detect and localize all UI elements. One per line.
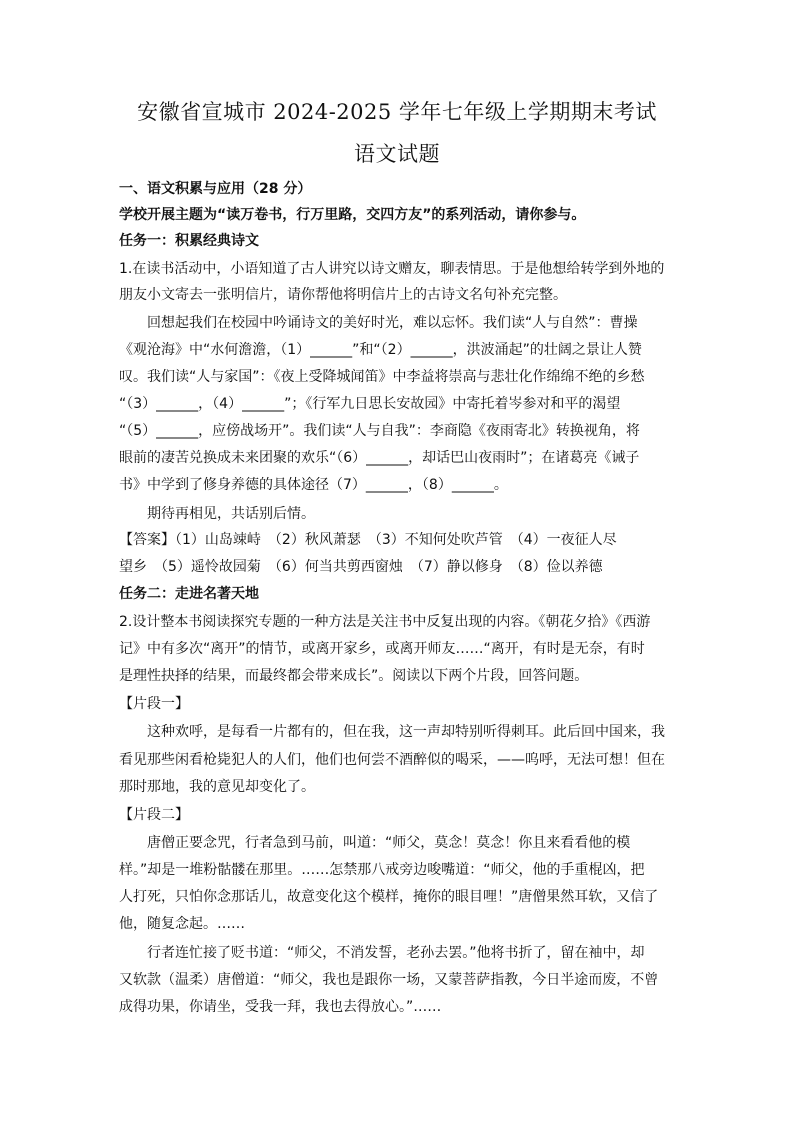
excerpt-one-label: 【片段一】 (119, 696, 189, 712)
page-subtitle: 语文试题 (354, 142, 440, 166)
question-1-line: 1.在读书活动中，小语知道了古人讲究以诗文赠友，聊表情思。于是他想给转学到外地的 (119, 261, 665, 277)
section-heading: 一、语文积累与应用（28 分） (119, 181, 312, 197)
excerpt-two-line: 样。”却是一堆粉骷髅在那里。……怎禁那八戒旁边唆嘴道：“师父，他的手重棍凶，把 (119, 862, 645, 878)
excerpt-two-line: 又软款（温柔）唐僧道：“师父，我也是跟你一场，又蒙菩萨指教，今日半途而废，不曾 (119, 972, 659, 988)
postcard-text-line: 叹。我们读“人与家国”：《夜上受降城闻笛》中李益将崇高与悲壮化作绵绵不绝的乡愁 (119, 369, 645, 385)
excerpt-two-line: 成得功果，你请坐，受我一拜，我也去得放心。”…… (119, 999, 442, 1015)
page-title: 安徽省宣城市 2024-2025 学年七年级上学期期末考试 (137, 100, 657, 124)
postcard-closing: 期待再相见，共话别后情。 (147, 506, 315, 522)
question-2-line: 是理性抉择的结果，而最终都会带来成长”。阅读以下两个片段，回答问题。 (119, 668, 589, 684)
postcard-text-line: 书》中学到了修身养德的具体途径（7）______，（8）______。 (119, 477, 508, 493)
excerpt-one-line: 这种欢呼，是每看一片都有的，但在我，这一声却特别听得刺耳。此后回中国来，我 (147, 724, 665, 740)
task-one-heading: 任务一：积累经典诗文 (119, 233, 259, 249)
excerpt-one-line: 那时那地，我的意见却变化了。 (119, 779, 315, 795)
excerpt-two-line: 唐僧正要念咒，行者急到马前，叫道：“师父，莫念！莫念！你且来看看他的模 (147, 835, 631, 851)
answer-line: 【答案】（1）山岛竦峙 （2）秋风萧瑟 （3）不知何处吹芦管 （4）一夜征人尽 (119, 532, 617, 548)
postcard-text-line: “（5）______，应傍战场开”。我们读“人与自我”：李商隐《夜雨寄北》转换视角，将 (119, 423, 640, 439)
postcard-text-line: 《观沧海》中“水何澹澹，（1）______”和“（2）______，洪波涌起”的壮阔之景让人赞 (119, 342, 642, 358)
excerpt-two-line: 人打死，只怕你念那话儿，故意变化这个模样，掩你的眼目哩！”唐僧果然耳软，又信了 (119, 889, 659, 905)
answer-line: 望乡 （5）遥怜故园菊 （6）何当共剪西窗烛 （7）静以修身 （8）俭以养德 (119, 559, 603, 575)
postcard-text-line: 眼前的凄苦兑换成未来团聚的欢乐“（6）______，却话巴山夜雨时”；在诸葛亮《诫子 (119, 450, 640, 466)
excerpt-two-line: 他，随复念起。…… (119, 916, 245, 932)
question-2-line: 记》中有多次“离开”的情节，或离开家乡，或离开师友……“离开，有时是无奈，有时 (119, 641, 645, 657)
postcard-text-line: 回想起我们在校园中吟诵诗文的美好时光，难以忘怀。我们读“人与自然”：曹操 (147, 315, 638, 331)
question-1-line: 朋友小文寄去一张明信片，请你帮他将明信片上的古诗文名句补充完整。 (119, 287, 567, 303)
excerpt-two-label: 【片段二】 (119, 807, 189, 823)
excerpt-one-line: 看见那些闲看枪毙犯人的人们，他们也何尝不酒醉似的喝采，——呜呼，无法可想！但在 (119, 752, 665, 768)
excerpt-two-line: 行者连忙接了贬书道：“师父，不消发誓，老孙去罢。”他将书折了，留在袖中，却 (147, 945, 645, 961)
postcard-text-line: “（3）______，（4）______”；《行军九日思长安故园》中寄托着岑参对和平的渴望 (119, 396, 621, 412)
question-2-line: 2.设计整本书阅读探究专题的一种方法是关注书中反复出现的内容。《朝花夕拾》《西游 (119, 614, 651, 630)
task-two-heading: 任务二：走进名著天地 (119, 586, 259, 602)
activity-intro: 学校开展主题为“读万卷书，行万里路，交四方友”的系列活动，请你参与。 (119, 207, 586, 223)
